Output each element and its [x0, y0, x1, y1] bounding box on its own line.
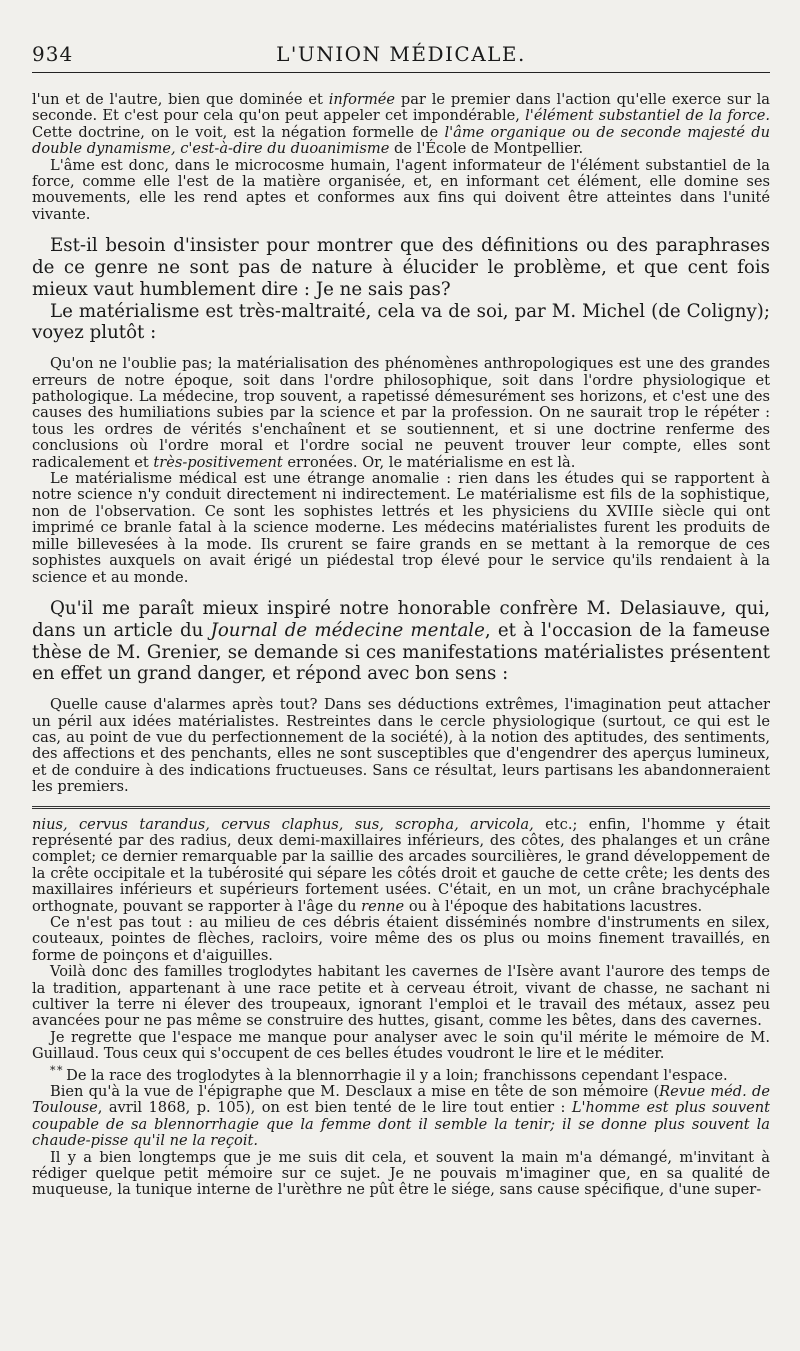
paragraph: Le matérialisme est très-maltraité, cela va de soi, par M. Michel (de Coligny); voyez plutôt :: [32, 300, 770, 344]
page-header: [32, 0, 770, 70]
section-separator: [32, 806, 770, 809]
paragraph: Est-il besoin d'insister pour montrer que des définitions ou des paraphrases de ce genre ne sont pas de nature à élucider le problème, et que cent fois mieux vaut humblement dire : Je ne sais pas?: [32, 235, 770, 300]
journal-title: L'UNION MÉDICALE.: [276, 42, 526, 66]
paragraph: nius, cervus tarandus, cervus claphus, sus, scropha, arvicola, etc.; enfin, l'homme y était représenté par des radius, deux demi-maxillaires inférieurs, des côtes, des phalanges et un crâne complet; ce dernier remarquable par la saillie des arcades sourcilières, le grand développement de la crête occipitale et la tubérosité qui sépare les côtés droit et gauche de cette crête; les dents des maxillaires inférieurs et supérieurs fortement usées. C'était, en un mot, un crâne brachycéphale orthognate, pouvant se rapporter à l'âge du renne ou à l'époque des habitations lacustres.: [32, 815, 770, 915]
paragraph: Je regrette que l'espace me manque pour analyser avec le soin qu'il mérite le mémoire de M. Guillaud. Tous ceux qui s'occupent de ces belles études voudront le lire et le méditer.: [32, 1028, 770, 1063]
asterism: * *: [50, 1063, 62, 1077]
paragraph: Ce n'est pas tout : au milieu de ces débris étaient disséminés nombre d'instruments en silex, couteaux, pointes de flèches, racloirs, voire même des os plus ou moins finement travaillés, en forme de poinçons et d'aiguilles.: [32, 913, 770, 964]
paragraph: Voilà donc des familles troglodytes habitant les cavernes de l'Isère avant l'aurore des temps de la tradition, appartenant à une race petite et à cerveau étroit, vivant de chasse, ne sachant ni cultiver la terre ni élever des troupeaux, ignorant l'emploi et le travail des métaux, assez peu avancées pour ne pas même se construire des huttes, gisant, comme les bêtes, dans des cavernes.: [32, 963, 770, 1030]
page-number: 934: [32, 42, 74, 66]
paragraph: Qu'il me paraît mieux inspiré notre honorable confrère M. Delasiauve, qui, dans un article du Journal de médecine mentale, et à l'occasion de la fameuse thèse de M. Grenier, se demande si ces manifestations matérialistes présentent en effet un grand danger, et répond avec bon sens :: [32, 597, 771, 685]
quotation: Quelle cause d'alarmes après tout? Dans ses déductions extrêmes, l'imagination peut attacher un péril aux idées matérialistes. Restreintes dans le cercle physiologique (surtout, ce qui est le cas, au point de vue du perfectionnement de la société), à la notion des aptitudes, des sentiments, des affections et des penchants, elles ne sont susceptibles que d'engendrer des aperçus lumineux, et de conduire à des indications fructueuses. Sans ce résultat, leurs partisans les abandonneraient les premiers.: [32, 696, 770, 796]
paragraph: Il y a bien longtemps que je me suis dit cela, et souvent la main m'a démangé, m'invitant à rédiger quelque petit mémoire sur ce sujet. Je ne pouvais m'imaginer que, en sa qualité de muqueuse, la tunique interne de l'urèthre ne pût être le siége, sans cause spécifique, d'une super-: [32, 1148, 770, 1199]
quotation: Qu'on ne l'oublie pas; la matérialisation des phénomènes anthropologiques est une des grandes erreurs de notre époque, soit dans l'ordre philosophique, soit dans l'ordre physiologique et pathologique. La médecine, trop souvent, a rapetissé démesurément ses horizons, et c'est une des causes des humiliations subies par la science et par la profession. On ne saurait trop le répéter : tous les ordres de vérités s'enchaînent et se soutiennent, et si une doctrine renferme des conclusions où l'ordre moral et l'ordre social ne peuvent trouver leur compte, elles sont radicalement et très-positivement erronées. Or, le matérialisme en est là.: [32, 355, 770, 471]
header-rule: [32, 72, 770, 73]
top-section: [32, 70, 770, 796]
quotation: Le matérialisme médical est une étrange anomalie : rien dans les études qui se rapportent à notre science n'y conduit directement ni indirectement. Le matérialisme est fils de la sophistique, non de l'observation. Ce sont les sophistes lettrés et les physiciens du XVIIIe siècle qui ont imprimé ce branle fatal à la science moderne. Les médecins matérialistes furent les produits de mille billevesées à la mode. Ils crurent se faire grands en se mettant à la remorque de ces sophistes auxquels on avait érigé un piédestal trop élevé pour le service qu'ils rendaient à la science et au monde.: [32, 470, 770, 586]
paragraph: Bien qu'à la vue de l'épigraphe que M. Desclaux a mise en tête de son mémoire (Revue méd. de Toulouse, avril 1868, p. 105), on est bien tenté de le lire tout entier : L'homme est plus souvent coupable de sa blennorrhagie que la femme dont il semble la tenir; il se donne plus souvent la chaude-pisse qu'il ne la reçoit.: [32, 1082, 771, 1150]
paragraph: l'un et de l'autre, bien que dominée et informée par le premier dans l'action qu'elle exerce sur la seconde. Et c'est pour cela qu'on peut appeler cet impondérable, l'élément substantiel de la force. Cette doctrine, on le voit, est la négation formelle de l'âme organique ou de seconde majesté du double dynamisme, c'est-à-dire du duoanimisme de l'École de Montpellier.: [32, 91, 771, 158]
paragraph: L'âme est donc, dans le microcosme humain, l'agent informateur de l'élément substantiel de la force, comme elle l'est de la matière organisée, et, en informant cet élément, elle domine ses mouvements, elle les rend aptes et conformes aux fins qui doivent être atteintes dans l'unité vivante.: [32, 156, 770, 223]
bottom-section: [32, 817, 770, 1199]
paragraph: * * De la race des troglodytes à la blennorrhagie il y a loin; franchissons cependant l'espace.: [50, 1063, 728, 1084]
